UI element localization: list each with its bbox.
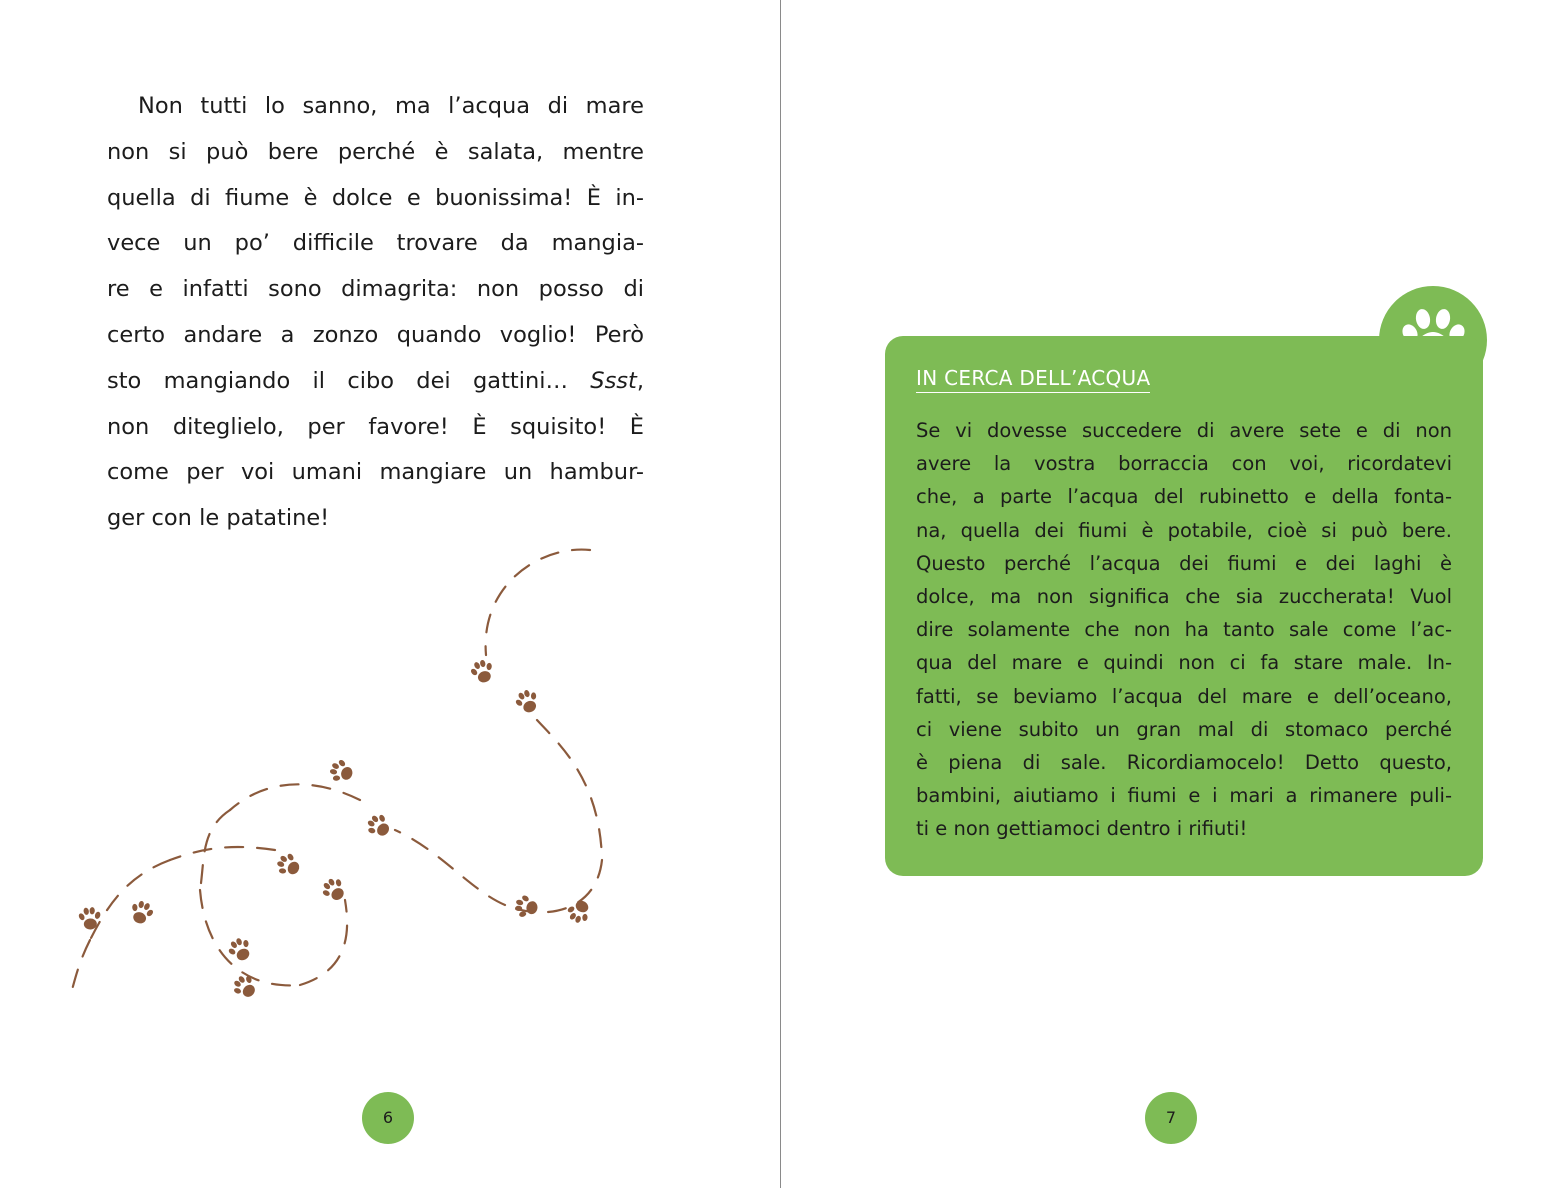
story-line: vece un po’ difficile trovare da mangia-	[107, 230, 644, 257]
story-line: non si può bere perché è salata, mentre	[107, 138, 644, 165]
story-line: ger con le patatine!	[107, 505, 330, 532]
paw-prints	[77, 657, 595, 1003]
info-line: Se vi dovesse succedere di avere sete e di non	[916, 419, 1452, 442]
story-italic-word: Ssst	[590, 367, 637, 394]
info-line: avere la vostra borraccia con voi, ricordatevi	[916, 452, 1452, 476]
story-line: certo andare a zonzo quando voglio! Però	[107, 321, 644, 348]
info-line: na, quella dei fiumi è potabile, cioè si può bere.	[916, 518, 1452, 542]
story-line: Non tutti lo sanno, ma l’acqua di mare	[138, 93, 644, 119]
paw-print-icon	[127, 898, 157, 927]
paw-print-icon	[273, 849, 304, 881]
dashed-path	[72, 550, 602, 990]
story-line: non diteglielo, per favore! È squisito! È	[107, 413, 644, 440]
paw-trail-illustration	[0, 530, 640, 1010]
paw-print-icon	[467, 657, 497, 686]
info-box	[885, 336, 1483, 876]
info-line: fatti, se beviamo l’acqua del mare e dell’oceano,	[916, 684, 1452, 708]
info-line: è piena di sale. Ricordiamocelo! Detto questo,	[916, 750, 1452, 774]
info-line: ci viene subito un gran mal di stomaco perché	[916, 717, 1452, 741]
info-line: che, a parte l’acqua del rubinetto e della fonta-	[916, 485, 1452, 509]
info-line: dire solamente che non ha tanto sale come l’ac-	[916, 618, 1452, 642]
paw-print-icon	[327, 756, 356, 786]
info-line: ti e non gettiamoci dentro i rifiuti!	[916, 817, 1248, 841]
info-line: qua del mare e quindi non ci fa stare male. In-	[916, 651, 1452, 675]
story-line-with-italic	[107, 359, 644, 405]
info-box-text	[916, 414, 1452, 845]
page-number: 7	[1145, 1092, 1197, 1144]
info-box-title: IN CERCA DELL’ACQUA	[916, 366, 1150, 393]
page-number: 6	[362, 1092, 414, 1144]
paw-print-icon	[362, 810, 394, 843]
story-line: come per voi umani mangiare un hambur-	[107, 459, 644, 486]
info-line: bambini, aiutiamo i fiumi e i mari a rimanere puli-	[916, 784, 1452, 808]
story-line: quella di fiume è dolce e buonissima! È in-	[107, 184, 644, 211]
paw-print-icon	[228, 970, 261, 1003]
paw-print-icon	[513, 893, 539, 920]
paw-print-icon	[512, 686, 543, 716]
info-line: dolce, ma non significa che sia zuccherata! Vuol	[916, 584, 1452, 608]
story-line-segment: ,	[636, 367, 644, 394]
story-line-segment: sto mangiando il cibo dei gattini…	[107, 367, 591, 394]
info-line: Questo perché l’acqua dei fiumi e dei laghi è	[916, 551, 1452, 575]
story-line: re e infatti sono dimagrita: non posso di	[107, 276, 644, 303]
right-page	[781, 0, 1556, 1188]
story-text	[107, 84, 644, 542]
paw-print-icon	[77, 906, 103, 930]
